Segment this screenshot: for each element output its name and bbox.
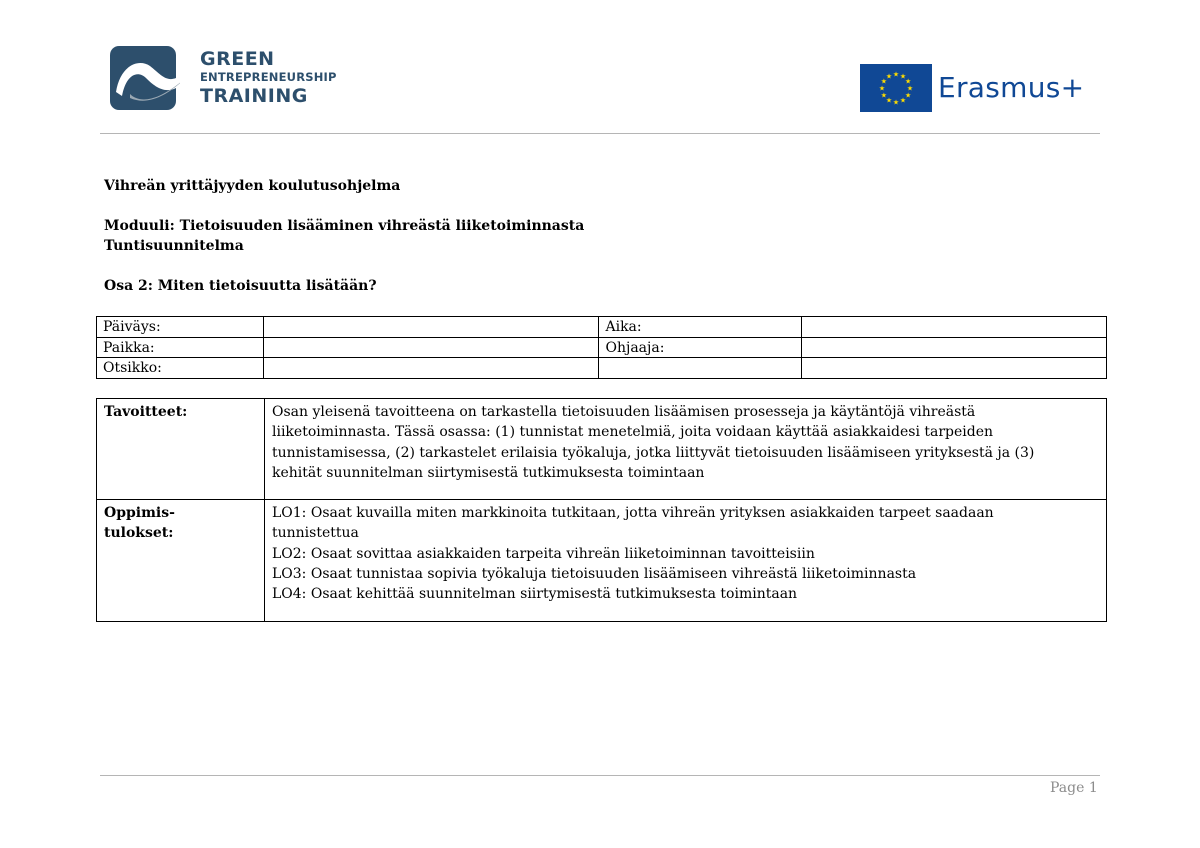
logo-line-training: TRAINING	[200, 84, 308, 107]
eu-star-icon: ★	[880, 77, 888, 86]
instructor-label: Ohjaaja:	[599, 337, 802, 358]
eu-star-icon: ★	[899, 72, 907, 81]
module-title: Moduuli: Tietoisuuden lisääminen vihreästä liiketoiminnasta	[104, 218, 585, 234]
eu-star-icon: ★	[885, 96, 893, 105]
goals-table	[96, 398, 1107, 622]
objectives-text	[265, 399, 1107, 500]
part-title: Osa 2: Miten tietoisuutta lisätään?	[104, 278, 377, 294]
place-field[interactable]	[263, 337, 599, 358]
instructor-field[interactable]	[802, 337, 1107, 358]
eu-star-icon: ★	[892, 98, 900, 107]
eu-star-icon: ★	[878, 84, 886, 93]
eu-star-icon: ★	[885, 72, 893, 81]
outcome-line: tunnistettua	[272, 525, 359, 542]
green-entrepreneurship-logo	[108, 44, 338, 114]
logo-line-green: GREEN	[200, 48, 275, 70]
objectives-line: liiketoiminnasta. Tässä osassa: (1) tunnistat menetelmiä, joita voidaan käyttää asiakkaidesi tarpeiden	[272, 424, 994, 441]
table-row	[97, 500, 1107, 622]
eu-star-icon: ★	[904, 77, 912, 86]
header-rule	[100, 133, 1100, 134]
erasmus-wordmark: Erasmus+	[938, 71, 1085, 104]
date-field[interactable]	[263, 317, 599, 338]
empty-cell	[802, 358, 1107, 379]
erasmus-plus-logo	[860, 64, 1110, 114]
table-row	[97, 337, 1107, 358]
eu-star-icon: ★	[880, 91, 888, 100]
eu-star-icon: ★	[892, 70, 900, 79]
outcome-line: LO4: Osaat kehittää suunnitelman siirtymisestä tutkimuksesta toimintaan	[272, 586, 798, 603]
page-number: Page 1	[1050, 780, 1098, 796]
objectives-line: tunnistamisessa, (2) tarkastelet erilaisia työkaluja, jotka liittyvät tietoisuuden lisäämiseen yrityksestä ja (3)	[272, 444, 1035, 461]
eu-flag-icon	[860, 64, 932, 112]
objectives-line: kehität suunnitelman siirtymisestä tutkimuksesta toimintaan	[272, 464, 705, 481]
outcomes-label-line: Oppimis-	[104, 505, 175, 521]
outcome-line: LO3: Osaat tunnistaa sopivia työkaluja tietoisuuden lisäämiseen vihreästä liiketoiminnasta	[272, 565, 917, 582]
eu-stars-icon	[860, 64, 932, 112]
eu-star-icon: ★	[906, 84, 914, 93]
plan-title: Tuntisuunnitelma	[104, 238, 244, 254]
objectives-label: Tavoitteet:	[97, 399, 265, 500]
table-row	[97, 358, 1107, 379]
table-row	[97, 399, 1107, 500]
outcome-line: LO1: Osaat kuvailla miten markkinoita tutkitaan, jotta vihreän yrityksen asiakkaiden tarpeet saadaan	[272, 505, 994, 521]
eu-star-icon: ★	[899, 96, 907, 105]
empty-cell	[599, 358, 802, 379]
session-info-table	[96, 316, 1107, 379]
outcomes-text	[265, 500, 1107, 622]
logo-line-entrepreneurship: ENTREPRENEURSHIP	[200, 70, 337, 84]
footer-rule	[100, 775, 1100, 776]
eu-star-icon: ★	[904, 91, 912, 100]
date-label: Päiväys:	[97, 317, 264, 338]
program-title: Vihreän yrittäjyyden koulutusohjelma	[104, 178, 401, 194]
wave-emblem-icon	[108, 44, 180, 112]
table-row	[97, 317, 1107, 338]
outcome-line: LO2: Osaat sovittaa asiakkaiden tarpeita vihreän liiketoiminnan tavoitteisiin	[272, 545, 815, 562]
objectives-line: Osan yleisenä tavoitteena on tarkastella tietoisuuden lisäämisen prosesseja ja käytäntöjä vihreästä	[272, 404, 976, 420]
time-field[interactable]	[802, 317, 1107, 338]
heading-label: Otsikko:	[97, 358, 264, 379]
outcomes-label	[97, 500, 265, 622]
place-label: Paikka:	[97, 337, 264, 358]
heading-field[interactable]	[263, 358, 599, 379]
time-label: Aika:	[599, 317, 802, 338]
outcomes-label-line: tulokset:	[104, 525, 174, 542]
